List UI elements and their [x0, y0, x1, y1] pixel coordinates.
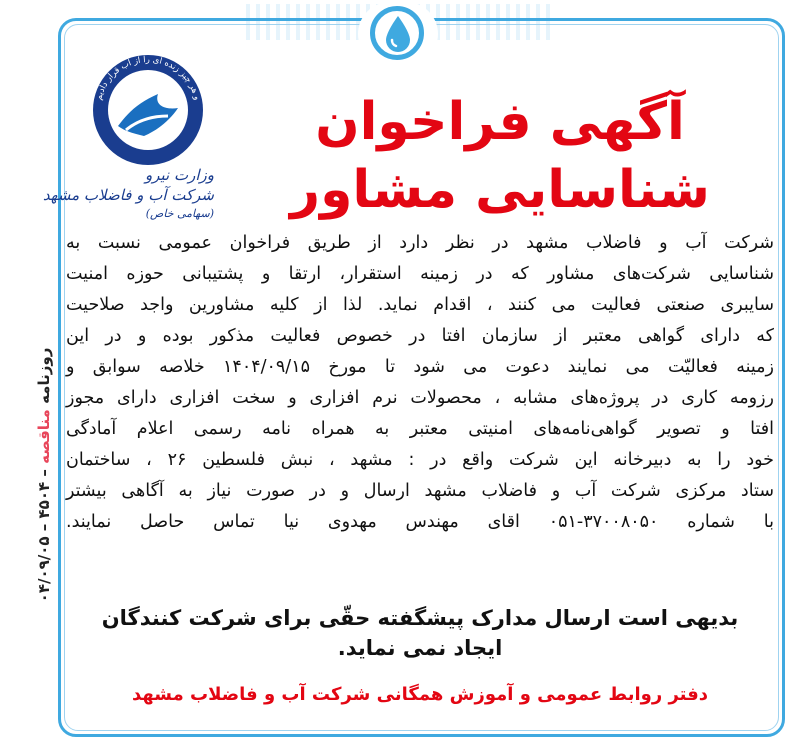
body-line: رزومه کاری در پروژه‌های مشابه ، محصولات نرم افزاری و سخت افزاری دارای مجوز — [66, 388, 774, 408]
body-line: که دارای گواهی معتبر از سازمان افتا در خصوص فعالیت مذکور بوده و در این — [66, 326, 774, 346]
body-line: زمینه فعالیّت می نمایند دعوت می شود تا مورخ ۱۴۰۴/۰۹/۱۵ خلاصه سوابق و — [66, 357, 774, 377]
closing-note: بدیهی است ارسال مدارک پیشگفته حقّی برای شرکت کنندگان — [101, 606, 739, 630]
announcement-title: آگهی فراخوان — [315, 92, 685, 152]
announcement-subtitle: شناسایی مشاور — [290, 160, 710, 220]
logo-ministry: وزارت نیرو — [144, 166, 214, 184]
body-line: ستاد مرکزی شرکت آب و فاضلاب مشهد ارسال و در صورت نیاز به آگاهی بیشتر — [66, 481, 774, 501]
side-label-prefix: روزنامه — [35, 347, 53, 404]
side-label-brand: مناقصه — [35, 409, 53, 464]
body-line: با شماره ۳۷۰۰۸۰۵۰-۰۵۱ اقای مهندس مهدوی نیا تماس حاصل نمایند. — [66, 512, 774, 532]
water-company-emblem-icon — [78, 50, 218, 165]
newspaper-side-label — [36, 330, 52, 620]
company-logo — [42, 50, 218, 225]
body-line: خود را به دبیرخانه این شرکت واقع در : مشهد ، نبش فلسطین ۲۶ ، ساختمان — [66, 450, 774, 470]
body-line: شرکت آب و فاضلاب مشهد در نظر دارد از طریق فراخوان عمومی نسبت به — [66, 233, 774, 253]
body-line: سایبری صنعتی فعالیت می کنند ، اقدام نماید. لذا از کلیه مشاورین واجد صلاحیت — [66, 295, 774, 315]
body-line: شناسایی شرکت‌های مشاور که در زمینه استقرار، ارتقا و پشتیبانی حوزه امنیت — [66, 264, 774, 284]
logo-company-name: شرکت آب و فاضلاب مشهد — [42, 186, 214, 204]
logo-ring-text: و هر چیز زنده ای را از آب قرار دادیم — [94, 54, 202, 102]
public-relations-footer: دفتر روابط عمومی و آموزش همگانی شرکت آب و فاضلاب مشهد — [131, 684, 709, 705]
logo-company-type: (سهامی خاص) — [145, 207, 214, 220]
water-drop-icon — [384, 14, 412, 54]
closing-note-continued: ایجاد نمی نماید. — [337, 636, 503, 660]
body-line: افتا و تصویر گواهی‌نامه‌های امنیتی معتبر به همراه نامه رسمی اعلام آمادگی — [66, 419, 774, 439]
announcement-body — [66, 228, 774, 538]
side-label-suffix: – ۴۵۰۴ – ۰۴/۰۹/۰۵ — [35, 469, 53, 603]
